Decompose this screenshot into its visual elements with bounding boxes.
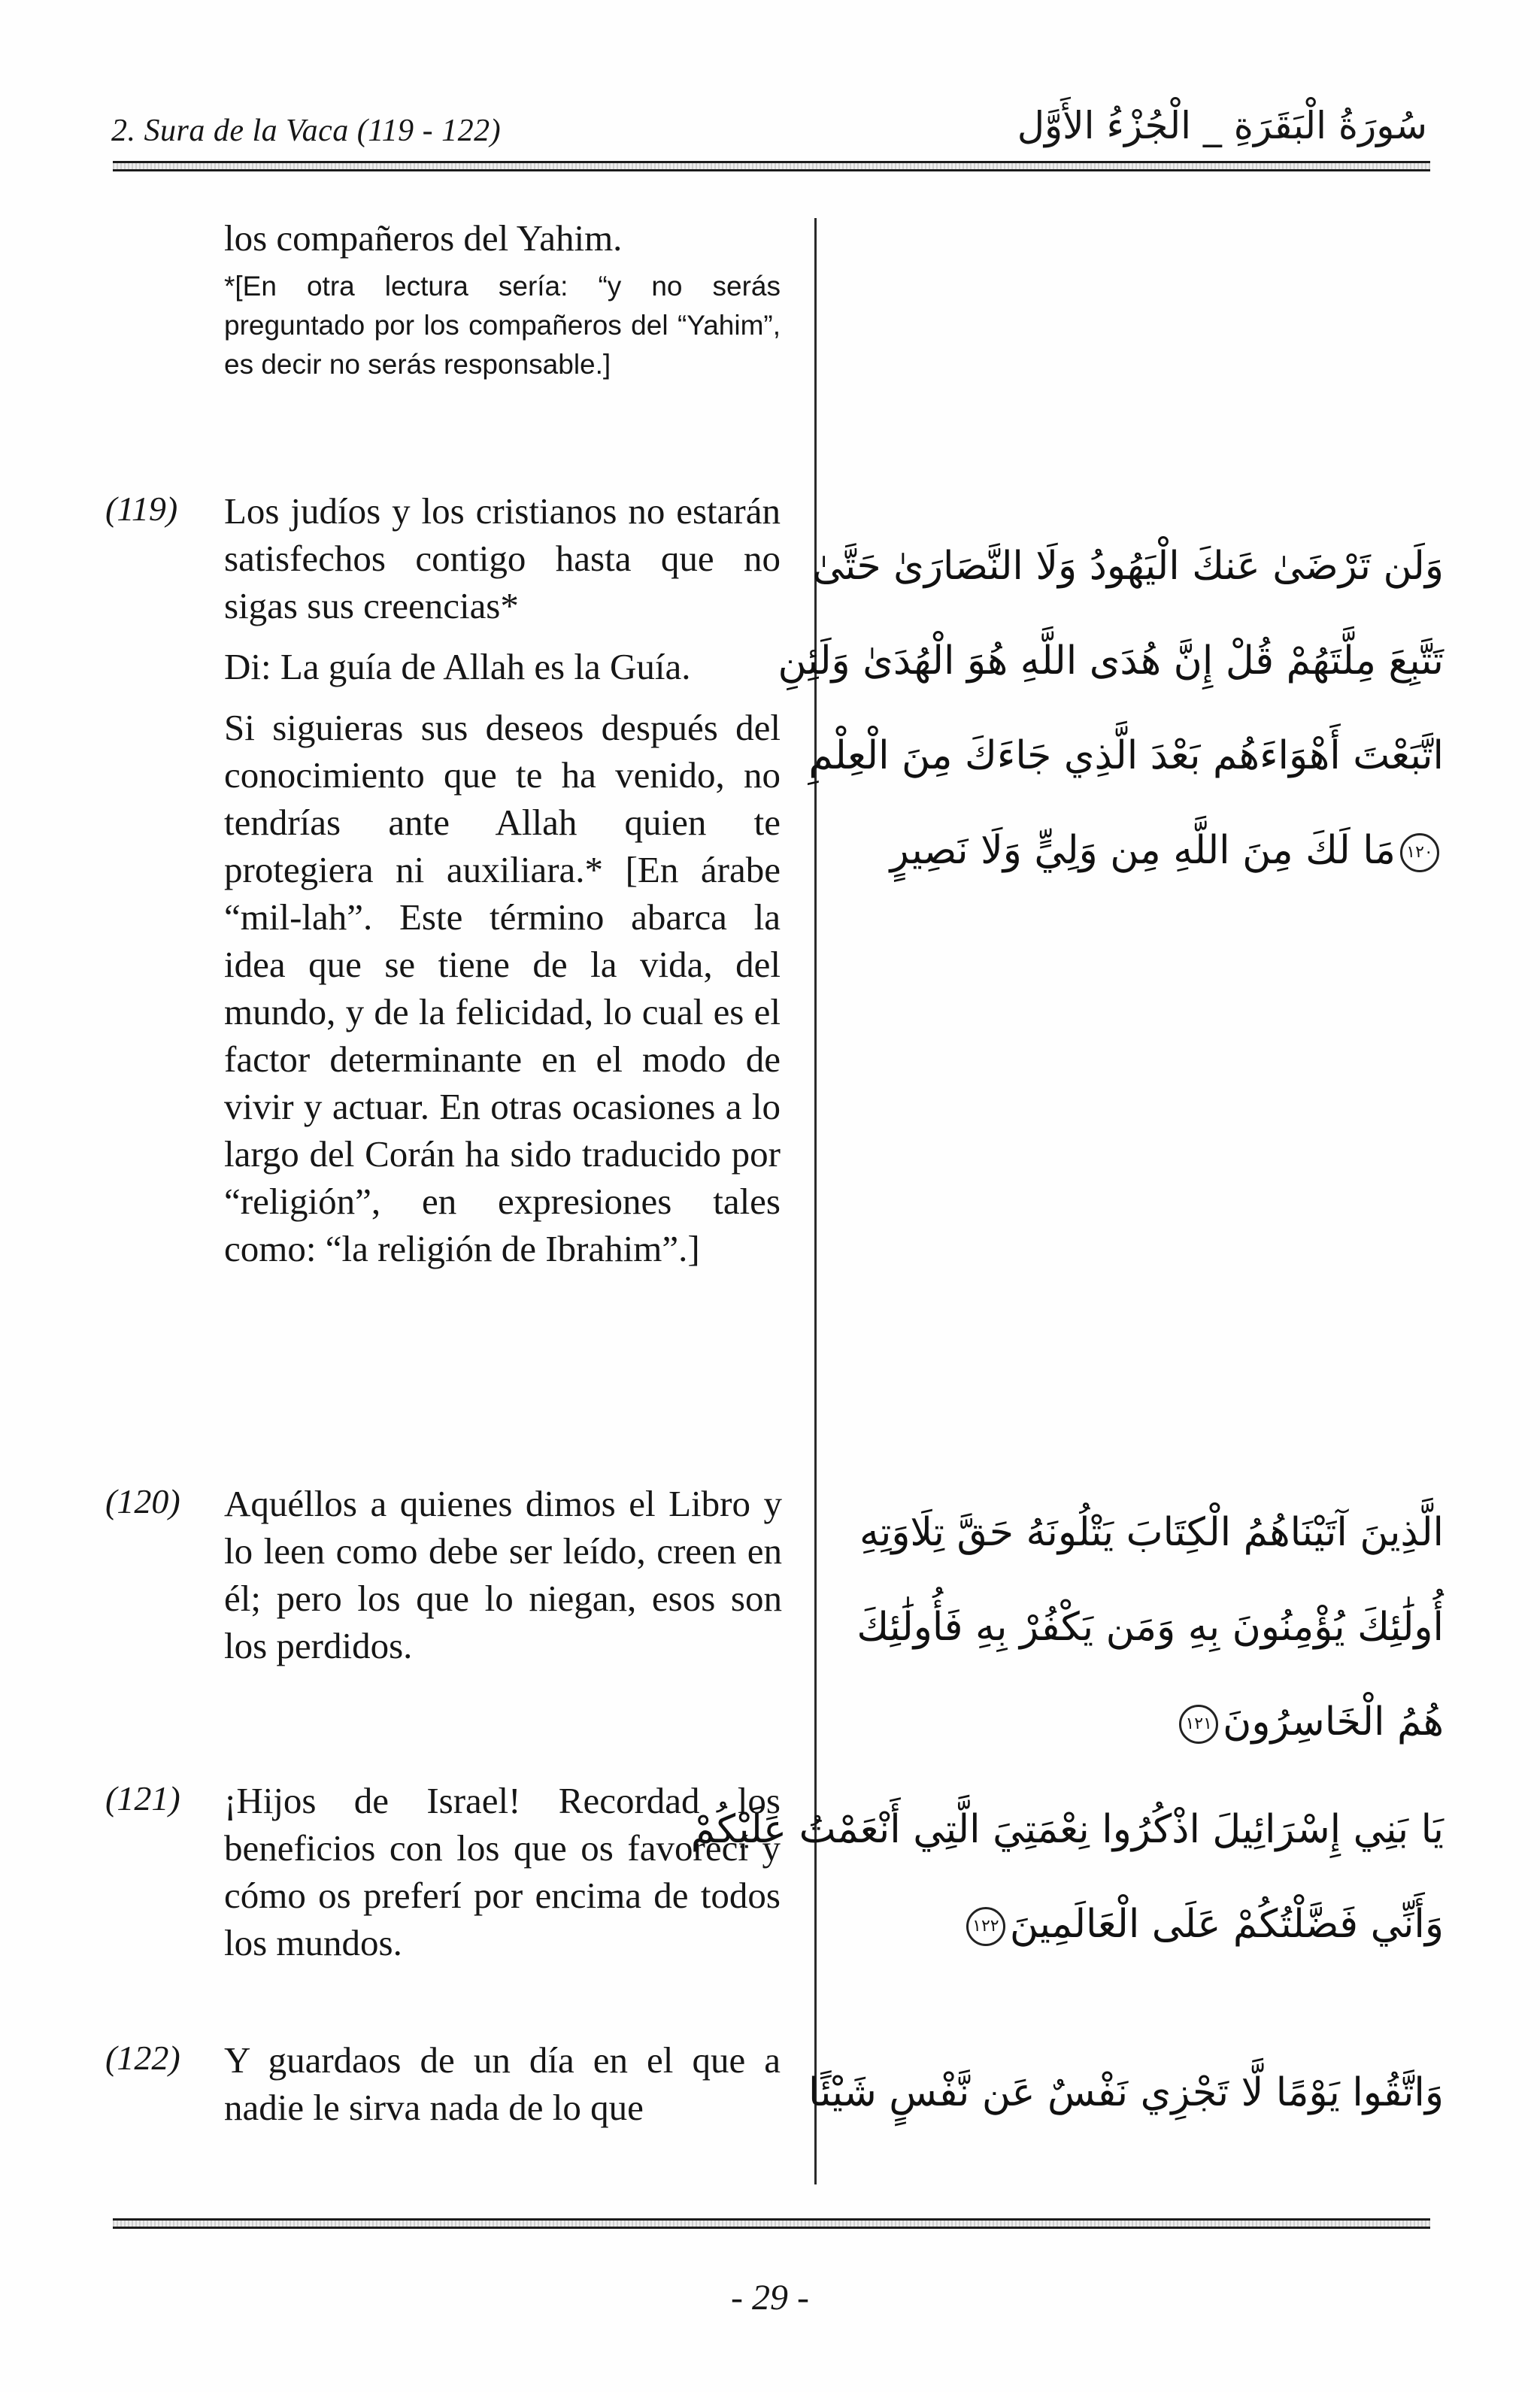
arabic-verse — [690, 1782, 1444, 1972]
verse-paragraph: ¡Hijos de Israel! Recordad los beneficios con los que os favorecí y cómo os preferí por encima de todos los mundos. — [224, 1780, 781, 1963]
footnote-text: *[En otra lectura sería: “y no serás preguntado por los compañeros del “Yahim”, es decir no serás responsable.] — [224, 271, 781, 380]
ayah-end-marker: ١٢١ — [1179, 1705, 1218, 1744]
arabic-verse — [778, 519, 1444, 898]
arabic-line — [835, 1877, 1444, 1972]
verse-number: (119) — [105, 490, 178, 528]
running-head-arabic: سُورَةُ الْبَقَرَةِ _ الْجُزْءُ الأَوَّل — [1017, 104, 1427, 147]
verse-paragraph: Y guardaos de un día en el que a nadie le sirva nada de lo que — [224, 2039, 781, 2128]
verse-paragraph: Di: La guía de Allah es la Guía. — [224, 646, 691, 687]
arabic-verse — [808, 2045, 1444, 2140]
verse-translation — [224, 2036, 781, 2131]
arabic-line: اتَّبَعْتَ أَهْوَاءَهُم بَعْدَ الَّذِي جَاءَكَ مِنَ الْعِلْمِ — [808, 733, 1444, 778]
column-divider — [814, 218, 817, 2184]
arabic-line: أُولَٰئِكَ يُؤْمِنُونَ بِهِ وَمَن يَكْفُرْ بِهِ فَأُولَٰئِكَ — [856, 1605, 1444, 1650]
arabic-line: وَلَن تَرْضَىٰ عَنكَ الْيَهُودُ وَلَا النَّصَارَىٰ حَتَّىٰ — [812, 544, 1444, 589]
verse-number: (121) — [105, 1779, 180, 1817]
verse-paragraph: Aquéllos a quienes dimos el Libro y lo leen como debe ser leído, creen en él; pero los que lo niegan, esos son los perdidos. — [224, 1483, 782, 1666]
verse-translation — [224, 1480, 782, 1669]
arabic-line — [835, 1675, 1444, 1769]
arabic-line: الَّذِينَ آتَيْنَاهُمُ الْكِتَابَ يَتْلُونَهُ حَقَّ تِلَاوَتِهِ — [859, 1510, 1444, 1555]
verse-number: (120) — [105, 1482, 180, 1520]
arabic-verse — [835, 1485, 1444, 1769]
arabic-line-text: مَا لَكَ مِنَ اللَّهِ مِن وَلِيٍّ وَلَا نَصِيرٍ — [890, 828, 1396, 873]
header-rule — [113, 161, 1430, 171]
arabic-line: يَا بَنِي إِسْرَائِيلَ اذْكُرُوا نِعْمَتِيَ الَّتِي أَنْعَمْتُ عَلَيْكُمْ — [690, 1807, 1444, 1852]
ayah-end-marker: ١٢٠ — [1400, 833, 1439, 872]
arabic-line-text: وَأَنِّي فَضَّلْتُكُمْ عَلَى الْعَالَمِينَ — [1009, 1902, 1444, 1947]
page-number: - 29 - — [731, 2278, 809, 2318]
continuation-line: los compañeros del Yahim. — [224, 217, 623, 259]
arabic-line: تَتَّبِعَ مِلَّتَهُمْ قُلْ إِنَّ هُدَى اللَّهِ هُوَ الْهُدَىٰ وَلَئِنِ — [778, 638, 1444, 684]
arabic-line-text: هُمُ الْخَاسِرُونَ — [1223, 1699, 1444, 1745]
arabic-line: وَاتَّقُوا يَوْمًا لَّا تَجْزِي نَفْسٌ عَن نَّفْسٍ شَيْئًا — [808, 2070, 1444, 2115]
verse-paragraph: Si siguieras sus deseos después del conocimiento que te ha venido, no tendrías ante Allah quien te protegiera ni auxiliara.* [En árabe “mil-lah”. Este término abarca la idea que se tiene de la vida, del mundo, y de la felicidad, lo cual es el factor determinante en el modo de vivir y actuar. En otras ocasiones a lo largo del Corán ha sido traducido por “religión”, en expresiones tales como: “la religión de Ibrahim”.] — [224, 707, 781, 1269]
verse-number: (122) — [105, 2039, 180, 2077]
footer-rule — [113, 2218, 1430, 2229]
arabic-line — [835, 803, 1444, 898]
ayah-end-marker: ١٢٢ — [966, 1907, 1005, 1946]
running-head-title: 2. Sura de la Vaca (119 - 122) — [111, 114, 502, 148]
verse-paragraph: Los judíos y los cristianos no estarán satisfechos contigo hasta que no sigas sus creencias* — [224, 490, 781, 626]
verse-translation — [224, 487, 781, 1272]
